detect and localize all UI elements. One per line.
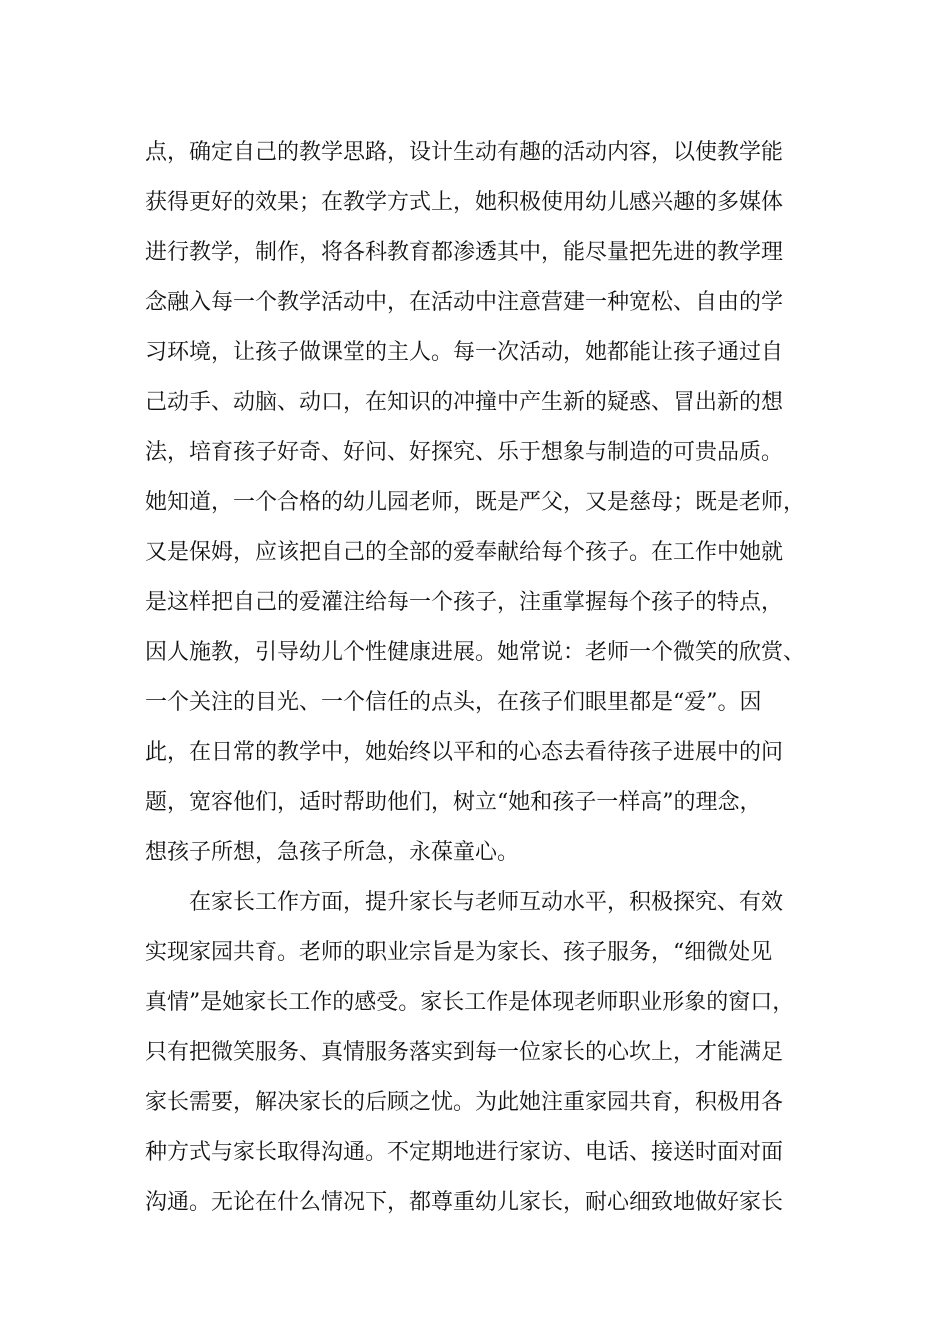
text-line: 她知道，一个合格的幼儿园老师，既是严父，又是慈母；既是老师， [145, 490, 806, 515]
text-line: 点，确定自己的教学思路，设计生动有趣的活动内容，以使教学能 [145, 140, 784, 165]
text-line: 又是保姆，应该把自己的全部的爱奉献给每个孩子。在工作中她就 [145, 540, 784, 565]
text-line: 习环境，让孩子做课堂的主人。每一次活动，她都能让孩子通过自 [145, 340, 784, 365]
text-line: 是这样把自己的爱灌注给每一个孩子，注重掌握每个孩子的特点， [145, 590, 784, 615]
text-line: 沟通。无论在什么情况下，都尊重幼儿家长，耐心细致地做好家长 [145, 1190, 784, 1215]
text-line: 实现家园共育。老师的职业宗旨是为家长、孩子服务，“细微处见 [145, 940, 773, 965]
text-line: 题，宽容他们，适时帮助他们，树立“她和孩子一样高”的理念， [145, 790, 762, 815]
text-line: 因人施教，引导幼儿个性健康进展。她常说：老师一个微笑的欣赏、 [145, 640, 806, 665]
text-line: 只有把微笑服务、真情服务落实到每一位家长的心坎上，才能满足 [145, 1040, 784, 1065]
document-body [145, 128, 845, 1228]
text-line: 己动手、动脑、动口，在知识的冲撞中产生新的疑惑、冒出新的想 [145, 390, 784, 415]
text-line: 一个关注的目光、一个信任的点头，在孩子们眼里都是“爱”。因 [145, 690, 762, 715]
text-line: 想孩子所想，急孩子所急，永葆童心。 [145, 840, 520, 865]
text-line: 家长需要，解决家长的后顾之忧。为此她注重家园共育，积极用各 [145, 1090, 784, 1115]
text-line: 法，培育孩子好奇、好问、好探究、乐于想象与制造的可贵品质。 [145, 440, 784, 465]
text-line: 此，在日常的教学中，她始终以平和的心态去看待孩子进展中的问 [145, 740, 784, 765]
text-line: 真情”是她家长工作的感受。家长工作是体现老师职业形象的窗口， [145, 990, 795, 1015]
text-line: 进行教学，制作，将各科教育都渗透其中，能尽量把先进的教学理 [145, 240, 784, 265]
text-line: 念融入每一个教学活动中，在活动中注意营建一种宽松、自由的学 [145, 290, 784, 315]
paragraph-start-line: 在家长工作方面，提升家长与老师互动水平，积极探究、有效 [189, 890, 784, 915]
text-line: 获得更好的效果；在教学方式上，她积极使用幼儿感兴趣的多媒体 [145, 190, 784, 215]
text-line: 种方式与家长取得沟通。不定期地进行家访、电话、接送时面对面 [145, 1140, 784, 1165]
